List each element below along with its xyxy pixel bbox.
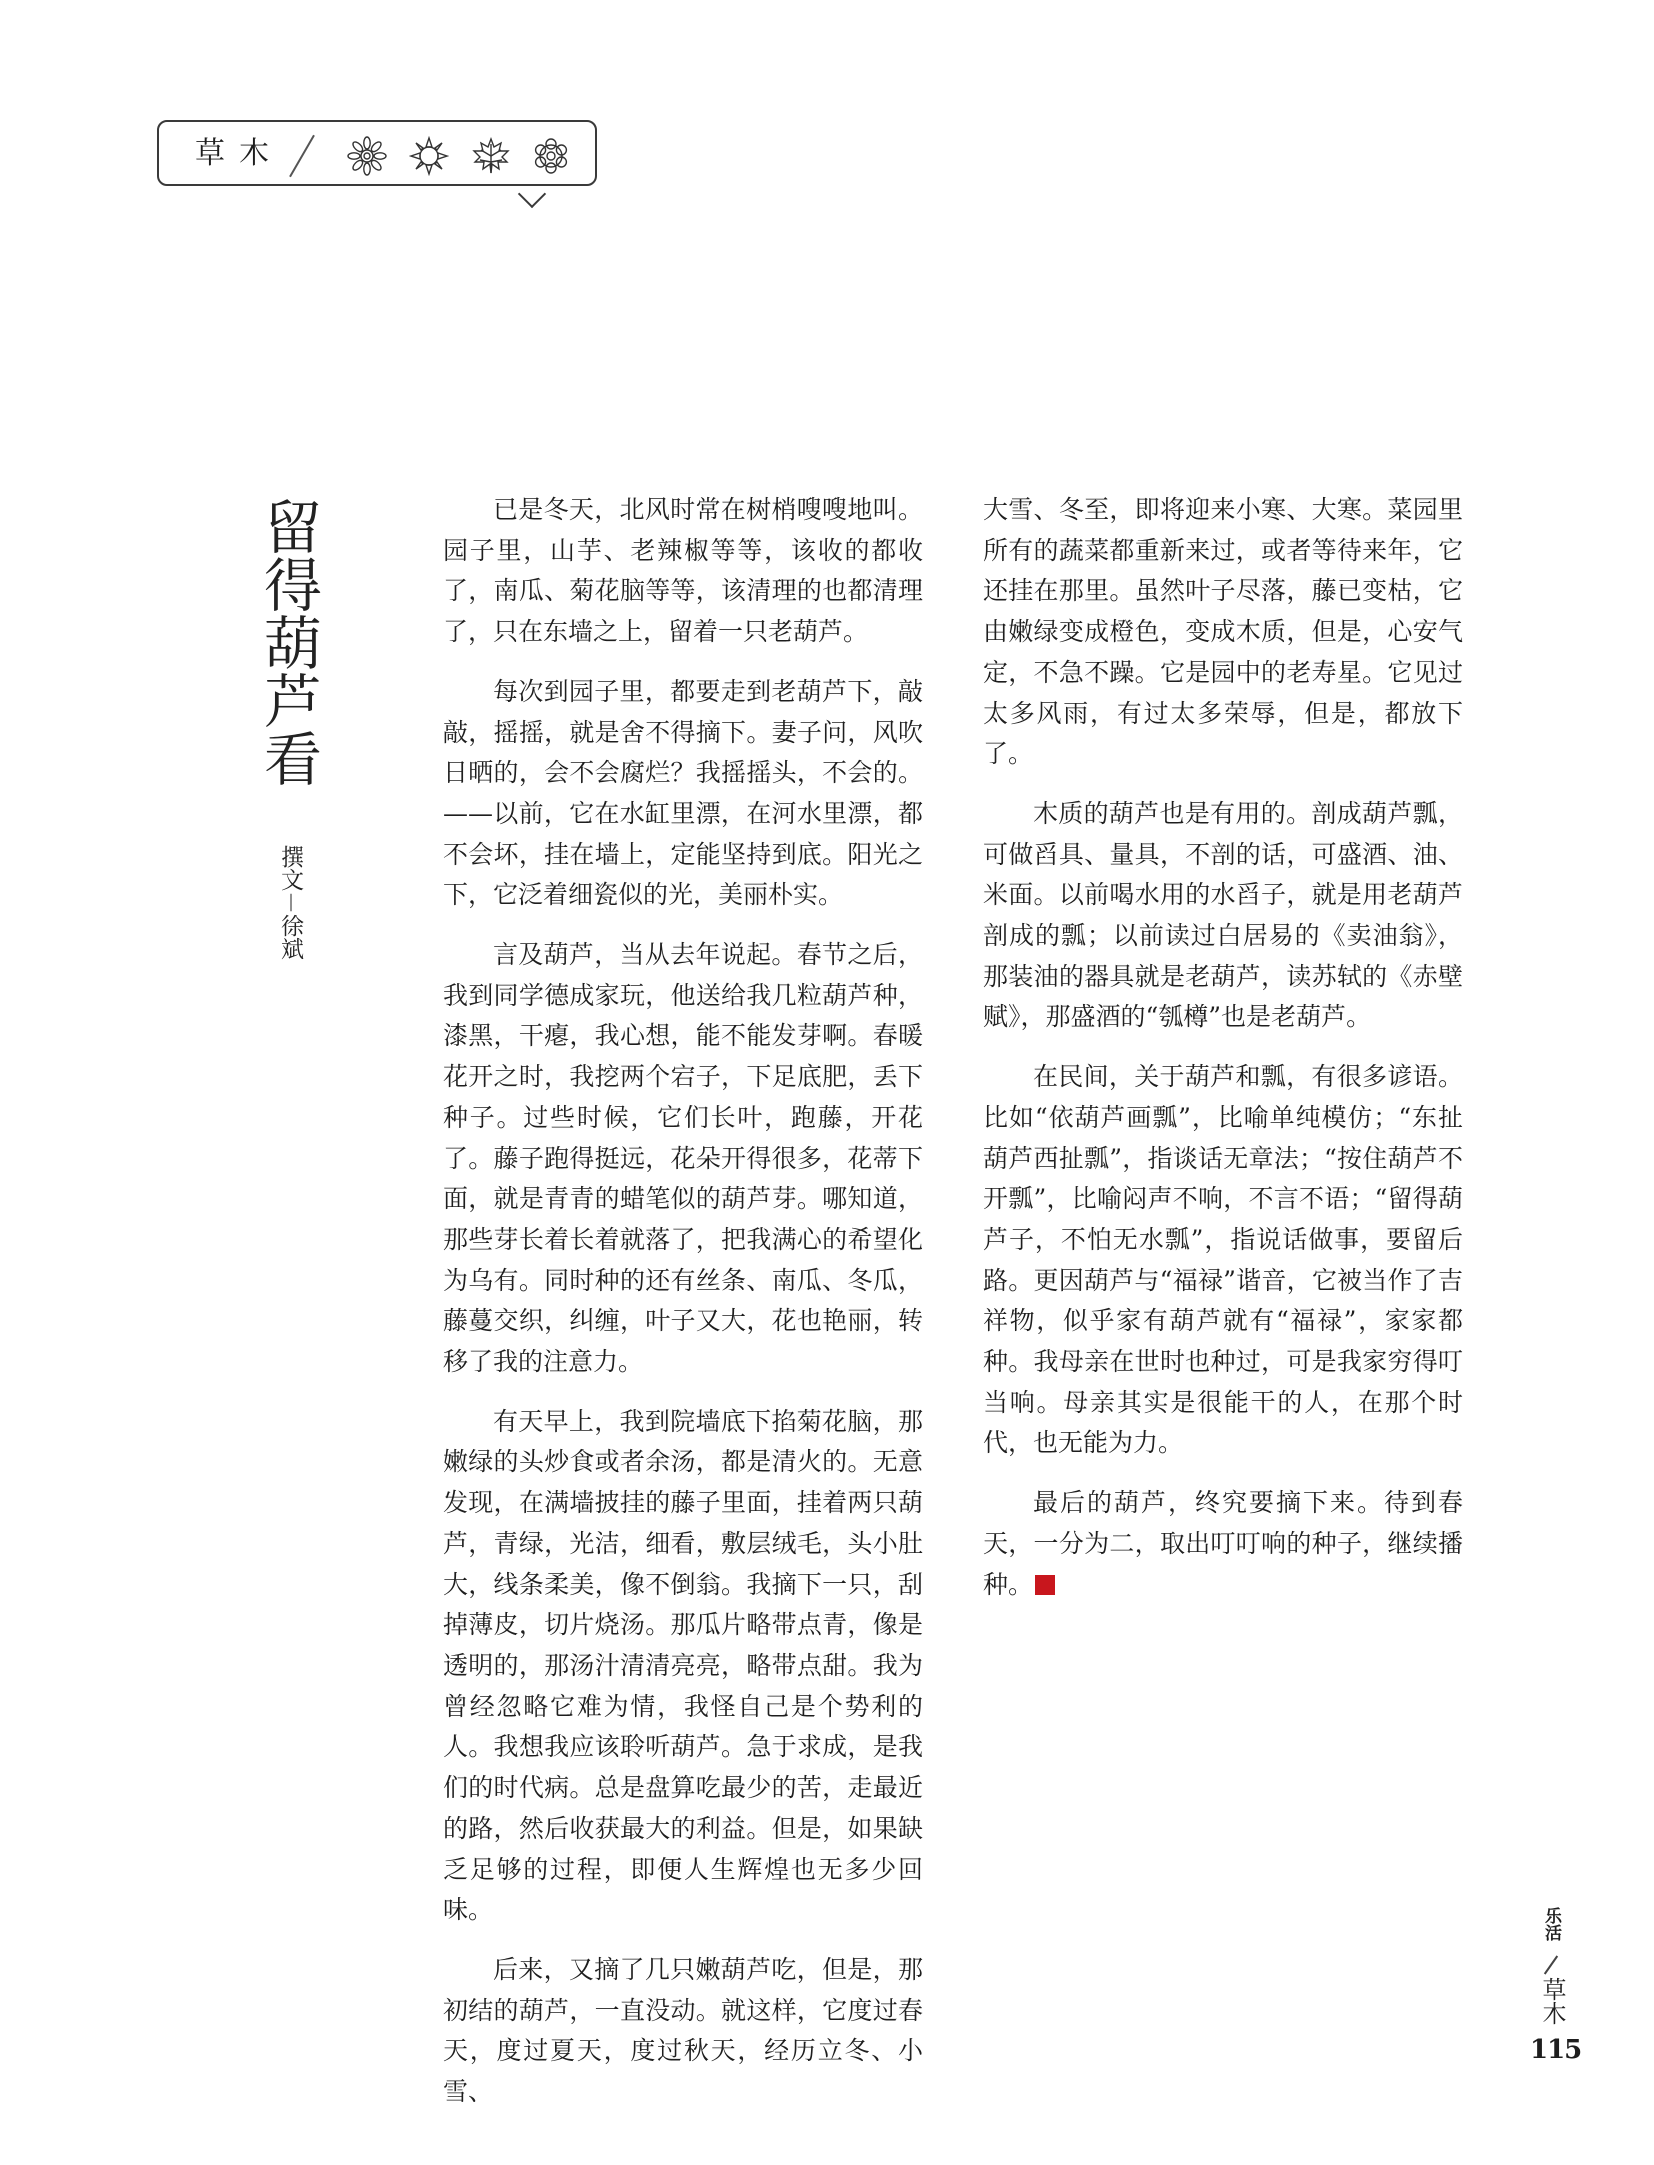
section-tab-divider (289, 135, 315, 178)
paragraph: 每次到园子里，都要走到老葫芦下，敲敲，摇摇，就是舍不得摘下。妻子问，风吹日晒的，会不会腐烂？我摇摇头，不会的。——以前，它在水缸里漂，在河水里漂，都不会坏，挂在墙上，定能坚持到底。阳光之下，它泛着细瓷似的光，美丽朴实。 (443, 676, 923, 910)
article-byline: 撰文－徐斌 (277, 845, 303, 960)
paragraph: 有天早上，我到院墙底下掐菊花脑，那嫩绿的头炒食或者余汤，都是清火的。无意发现，在满墙披挂的藤子里面，挂着两只葫芦，青绿，光洁，细看，敷层绒毛，头小肚大，线条柔美，像不倒翁。我摘下一只，刮掉薄皮，切片烧汤。那瓜片略带点青，像是透明的，那汤汁清清亮亮，略带点甜。我为曾经忽略它难为情，我怪自己是个势利的人。我想我应该聆听葫芦。急于求成，是我们的时代病。总是盘算吃最少的苦，走最近的路，然后收获最大的利益。但是，如果缺乏足够的过程，即便人生辉煌也无多少回味。 (443, 1406, 923, 1925)
section-tab (157, 120, 597, 186)
sunflower-icon (347, 136, 387, 176)
paragraph-continued: 大雪、冬至，即将迎来小寒、大寒。菜园里所有的蔬菜都重新来过，或者等待来年，它还挂在那里。虽然叶子尽落，藤已变枯，它由嫩绿变成橙色，变成木质，但是，心安气定，不急不躁。它是园中的老寿星。它见过太多风雨，有过太多荣辱，但是，都放下了。 (983, 495, 1463, 769)
article-column-1 (443, 490, 923, 2132)
paragraph: 在民间，关于葫芦和瓢，有很多谚语。比如“依葫芦画瓢”，比喻单纯模仿；“东扯葫芦西扯瓢”，指谈话无章法；“按住葫芦不开瓢”，比喻闷声不响，不言不语；“留得葫芦子，不怕无水瓢”，指说话做事，要留后路。更因葫芦与“福禄”谐音，它被当作了吉祥物，似乎家有葫芦就有“福禄”，家家都种。我母亲在世时也种过，可是我家穷得叮当响。母亲其实是很能干的人，在那个时代，也无能为力。 (983, 1062, 1463, 1458)
magazine-name: 乐活 (1541, 1907, 1561, 1941)
paragraph: 言及葫芦，当从去年说起。春节之后，我到同学德成家玩，他送给我几粒葫芦种，漆黑，干瘪，我心想，能不能发芽啊。春暖花开之时，我挖两个宕子，下足底肥，丢下种子。过些时候，它们长叶，跑藤，开花了。藤子跑得挺远，花朵开得很多，花蒂下面，就是青青的蜡笔似的葫芦芽。哪知道，那些芽长着长着就落了，把我满心的希望化为乌有。同时种的还有丝条、南瓜、冬瓜，藤蔓交织，纠缠，叶子又大，花也艳丽，转移了我的注意力。 (443, 940, 923, 1377)
sun-icon (409, 136, 449, 176)
footer-divider (1544, 1955, 1558, 1974)
page-footer (1530, 1907, 1582, 2067)
section-tab-label: 草木 (195, 136, 283, 171)
page-number: 115 (1530, 2035, 1582, 2065)
snowflake-flower-icon (531, 136, 571, 176)
article-column-2 (983, 490, 1463, 1624)
end-mark-icon (1035, 1575, 1055, 1595)
article-title: 留得葫芦看 (254, 497, 322, 787)
paragraph: 已是冬天，北风时常在树梢嗖嗖地叫。园子里，山芋、老辣椒等等，该收的都收了，南瓜、菊花脑等等，该清理的也都清理了，只在东墙之上，留着一只老葫芦。 (443, 495, 923, 647)
paragraph-final (983, 1483, 1463, 1605)
leaf-icon (471, 136, 511, 176)
footer-section: 草木 (1538, 1977, 1566, 2025)
paragraph-final-text: 最后的葫芦，终究要摘下来。待到春天，一分为二，取出叮叮响的种子，继续播种。 (983, 1488, 1463, 1599)
paragraph: 后来，又摘了几只嫩葫芦吃，但是，那初结的葫芦，一直没动。就这样，它度过春天，度过夏天，度过秋天，经历立冬、小雪、 (443, 1954, 923, 2107)
paragraph: 木质的葫芦也是有用的。剖成葫芦瓢，可做舀具、量具，不剖的话，可盛酒、油、米面。以前喝水用的水舀子，就是用老葫芦剖成的瓢；以前读过白居易的《卖油翁》，那装油的器具就是老葫芦，读苏轼的《赤壁赋》，那盛酒的“瓠樽”也是老葫芦。 (983, 798, 1463, 1032)
